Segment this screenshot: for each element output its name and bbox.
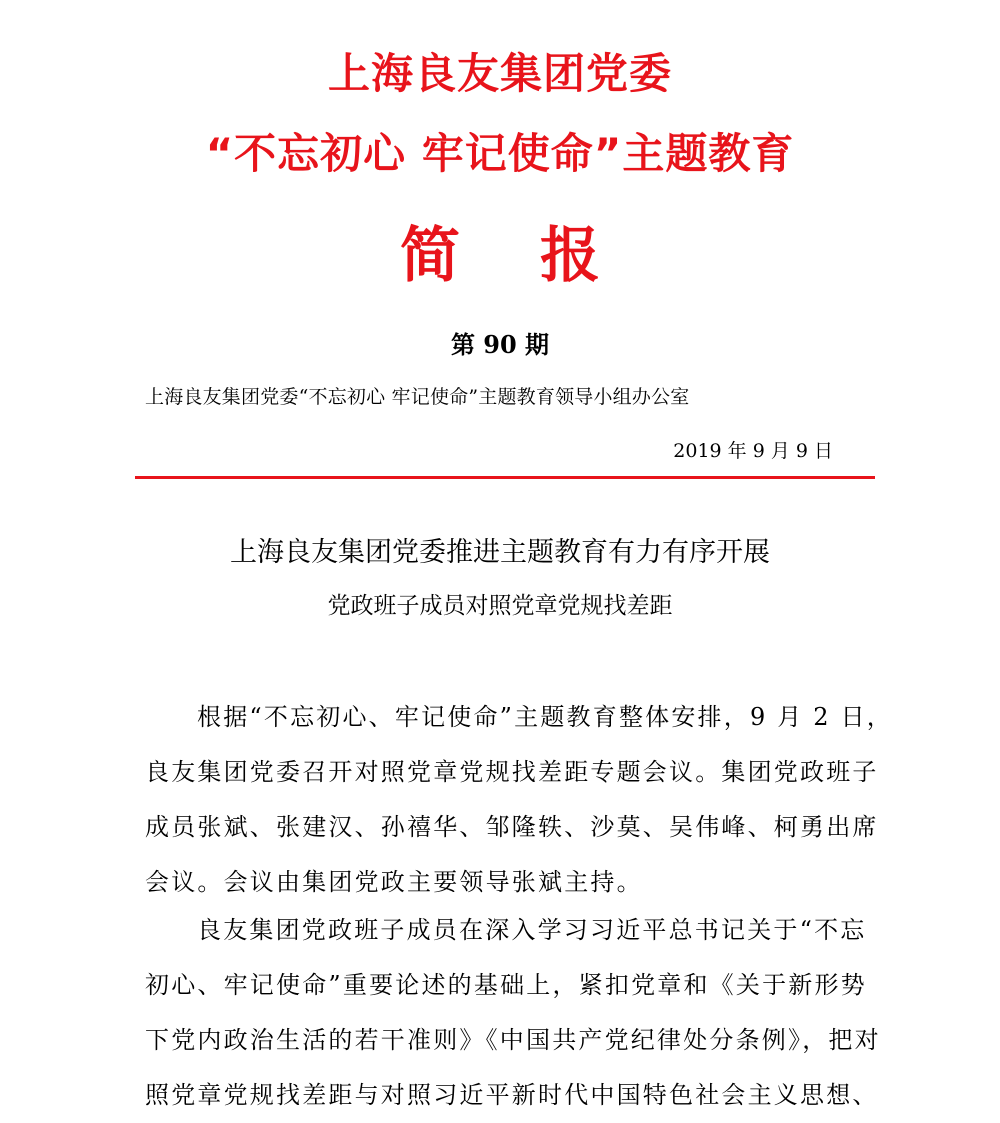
paragraph-line: 照党章党规找差距与对照习近平新时代中国特色社会主义思想、 [145,1081,879,1109]
paragraph-line: 根据“不忘初心、牢记使命”主题教育整体安排，9 月 2 日， [197,703,893,731]
theme-title: “不忘初心 牢记使命”主题教育 [205,129,795,178]
paragraph-line: 良友集团党委召开对照党章党规找差距专题会议。集团党政班子 [145,758,879,786]
issue-date: 2019 年 9 月 9 日 [673,440,833,462]
bulletin-label: 简报 [400,221,680,291]
paragraph-line: 会议。会议由集团党政主要领导张斌主持。 [145,868,643,896]
article-headline: 上海良友集团党委推进主题教育有力有序开展 [230,537,770,568]
article-paragraph [145,903,881,1123]
issuing-office: 上海良友集团党委“不忘初心 牢记使命”主题教育领导小组办公室 [145,386,690,408]
article-paragraph [145,690,893,910]
paragraph-line: 成员张斌、张建汉、孙禧华、邹隆轶、沙莫、吴伟峰、柯勇出席 [145,813,879,841]
org-title: 上海良友集团党委 [327,49,672,98]
issue-number: 第 90 期 [450,330,550,359]
paragraph-line: 下党内政治生活的若干准则》《中国共产党纪律处分条例》，把对 [145,1026,881,1054]
paragraph-line: 初心、牢记使命”重要论述的基础上，紧扣党章和《关于新形势 [145,971,867,999]
paragraph-line: 良友集团党政班子成员在深入学习习近平总书记关于“不忘 [197,916,867,944]
article-subheadline: 党政班子成员对照党章党规找差距 [327,593,673,619]
red-divider [135,476,875,479]
